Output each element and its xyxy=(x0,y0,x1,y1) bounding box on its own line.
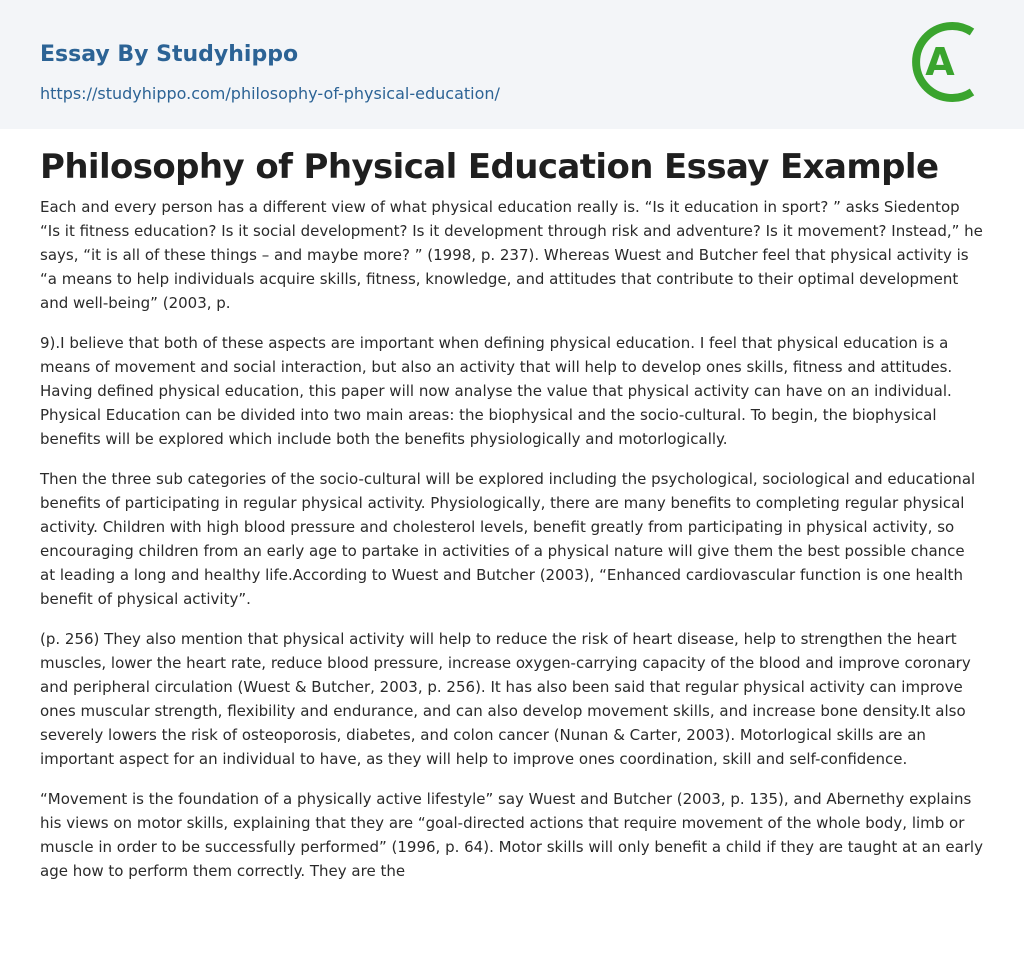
article-body xyxy=(40,195,984,899)
source-url-link[interactable]: https://studyhippo.com/philosophy-of-physical-education/ xyxy=(40,84,500,103)
paragraph-4: (p. 256) They also mention that physical activity will help to reduce the risk of heart disease, help to strengthen the heart muscles, lower the heart rate, reduce blood pressure, increase oxygen-carrying capacity of the blood and improve coronary and peripheral circulation (Wuest & Butcher, 2003, p. 256). It has also been said that regular physical activity can improve ones muscular strength, flexibility and endurance, and can also develop movement skills, and increase bone density.It also severely lowers the risk of osteoporosis, diabetes, and colon cancer (Nunan & Carter, 2003). Motorlogical skills are an important aspect for an individual to have, as they will help to improve ones coordination, skill and self-confidence. xyxy=(40,630,971,768)
paragraph-5: “Movement is the foundation of a physically active lifestyle” say Wuest and Butcher (2003, p. 135), and Abernethy explains his views on motor skills, explaining that they are “goal-directed actions that require movement of the whole body, limb or muscle in order to be successfully performed” (1996, p. 64). Motor skills will only benefit a child if they are taught at an early age how to perform them correctly. They are the xyxy=(40,790,983,880)
paragraph-2: 9).I believe that both of these aspects are important when defining physical education. I feel that physical education is a means of movement and social interaction, but also an activity that will help to develop ones skills, fitness and attitudes. Having defined physical education, this paper will now analyse the value that physical activity can have on an individual. Physical Education can be divided into two main areas: the biophysical and the socio-cultural. To begin, the biophysical benefits will be explored which include both the benefits physiologically and motorlogically. xyxy=(40,334,953,448)
logo-letter: A xyxy=(925,40,955,84)
paragraph-1: Each and every person has a different view of what physical education really is. “Is it education in sport? ” asks Siedentop “Is it fitness education? Is it social development? Is it development through risk and adventure? Is it movement? Instead,” he says, “it is all of these things – and maybe more? ” (1998, p. 237). Whereas Wuest and Butcher feel that physical activity is “a means to help individuals acquire skills, fitness, knowledge, and attitudes that contribute to their optimal development and well-being” (2003, p. xyxy=(40,198,983,312)
paragraph-3: Then the three sub categories of the socio-cultural will be explored including the psychological, sociological and educational benefits of participating in regular physical activity. Physiologically, there are many benefits to completing regular physical activity. Children with high blood pressure and cholesterol levels, benefit greatly from participating in physical activity, so encouraging children from an early age to partake in activities of a physical nature will give them the best possible chance at leading a long and healthy life.According to Wuest and Butcher (2003), “Enhanced cardiovascular function is one health benefit of physical activity”. xyxy=(40,470,976,608)
brand-title[interactable]: Essay By Studyhippo xyxy=(40,42,299,67)
page-title: Philosophy of Physical Education Essay Example xyxy=(40,147,939,187)
